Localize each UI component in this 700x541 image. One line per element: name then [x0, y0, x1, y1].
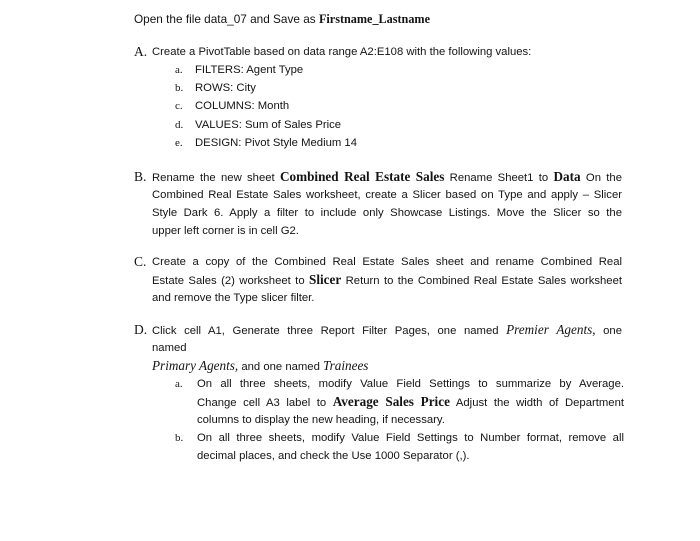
sheet-name-italic: Primary Agents,: [152, 358, 239, 373]
section-d-letter: D.: [134, 322, 148, 337]
text-run: Return to the Combined Real Estate Sales worksheet: [341, 275, 622, 287]
section-d-item-label: a.: [175, 378, 183, 390]
section-b-line: upper left corner is in cell G2.: [152, 225, 299, 237]
text-run: On the: [580, 172, 622, 184]
section-c-letter: C.: [134, 254, 147, 269]
title-filename: Firstname_Lastname: [318, 12, 430, 26]
section-d-item-a-line: On all three sheets, modify Value Field Settings to summarize by Average.: [197, 378, 624, 390]
text-run: one: [595, 325, 622, 337]
section-a-item-label: a.: [175, 64, 183, 76]
text-run: Rename Sheet1 to: [444, 172, 554, 184]
section-d-line: [152, 357, 622, 376]
section-b-line: Combined Real Estate Sales worksheet, create a Slicer based on Type and apply – Slicer: [152, 189, 622, 201]
section-a-item-label: e.: [175, 137, 183, 149]
text-run: Estate Sales (2) worksheet to: [152, 275, 310, 287]
section-d-item-b-line: decimal places, and check the Use 1000 Separator (,).: [197, 450, 470, 462]
section-d-line: [152, 321, 622, 340]
section-d-item-label: b.: [175, 432, 184, 444]
sheet-name-italic: Trainees: [323, 358, 369, 373]
sheet-name-bold: Data: [553, 169, 581, 184]
section-a-item-text: FILTERS: Agent Type: [195, 64, 304, 76]
section-d-item-a-line: [197, 393, 624, 412]
section-a-item-text: VALUES: Sum of Sales Price: [195, 119, 342, 131]
text-run: Click cell A1, Generate three Report Filter Pages, one named: [152, 325, 507, 337]
section-b-letter: B.: [134, 169, 147, 184]
section-a-text: Create a PivotTable based on data range A2:E108 with the following values:: [152, 46, 532, 58]
section-a-item-label: b.: [175, 82, 184, 94]
section-a-item-label: d.: [175, 119, 184, 131]
document-title: [134, 10, 430, 28]
text-run: Change cell A3 label to: [197, 397, 333, 409]
section-c-line: and remove the Type slicer filter.: [152, 292, 315, 304]
section-a-item-text: ROWS: City: [195, 82, 256, 94]
sheet-name-bold: Slicer: [309, 272, 342, 287]
text-run: Adjust the width of Department: [449, 397, 624, 409]
section-c-line: Create a copy of the Combined Real Estate Sales sheet and rename Combined Real: [152, 256, 622, 268]
section-d-line: named: [152, 342, 187, 354]
sheet-name-italic: Premier Agents,: [506, 322, 596, 337]
text-run: Rename the new sheet: [152, 172, 280, 184]
section-b-line: Style Dark 6. Apply a filter to include only Showcase Listings. Move the Slicer so the: [152, 207, 622, 219]
section-a-item-label: c.: [175, 100, 183, 112]
title-prefix: Open the file data_07 and Save as: [134, 12, 319, 26]
label-bold: Average Sales Price: [332, 394, 450, 409]
text-run: and one named: [238, 361, 323, 373]
section-a-item-text: COLUMNS: Month: [195, 100, 290, 112]
section-d-item-b-line: On all three sheets, modify Value Field Settings to Number format, remove all: [197, 432, 624, 444]
section-a-letter: A.: [134, 44, 148, 59]
section-d-item-a-line: columns to display the new heading, if necessary.: [197, 414, 445, 426]
sheet-name-bold: Combined Real Estate Sales: [279, 169, 445, 184]
section-b-line: [152, 168, 622, 187]
section-a-item-text: DESIGN: Pivot Style Medium 14: [195, 137, 357, 149]
section-c-line: [152, 271, 622, 290]
